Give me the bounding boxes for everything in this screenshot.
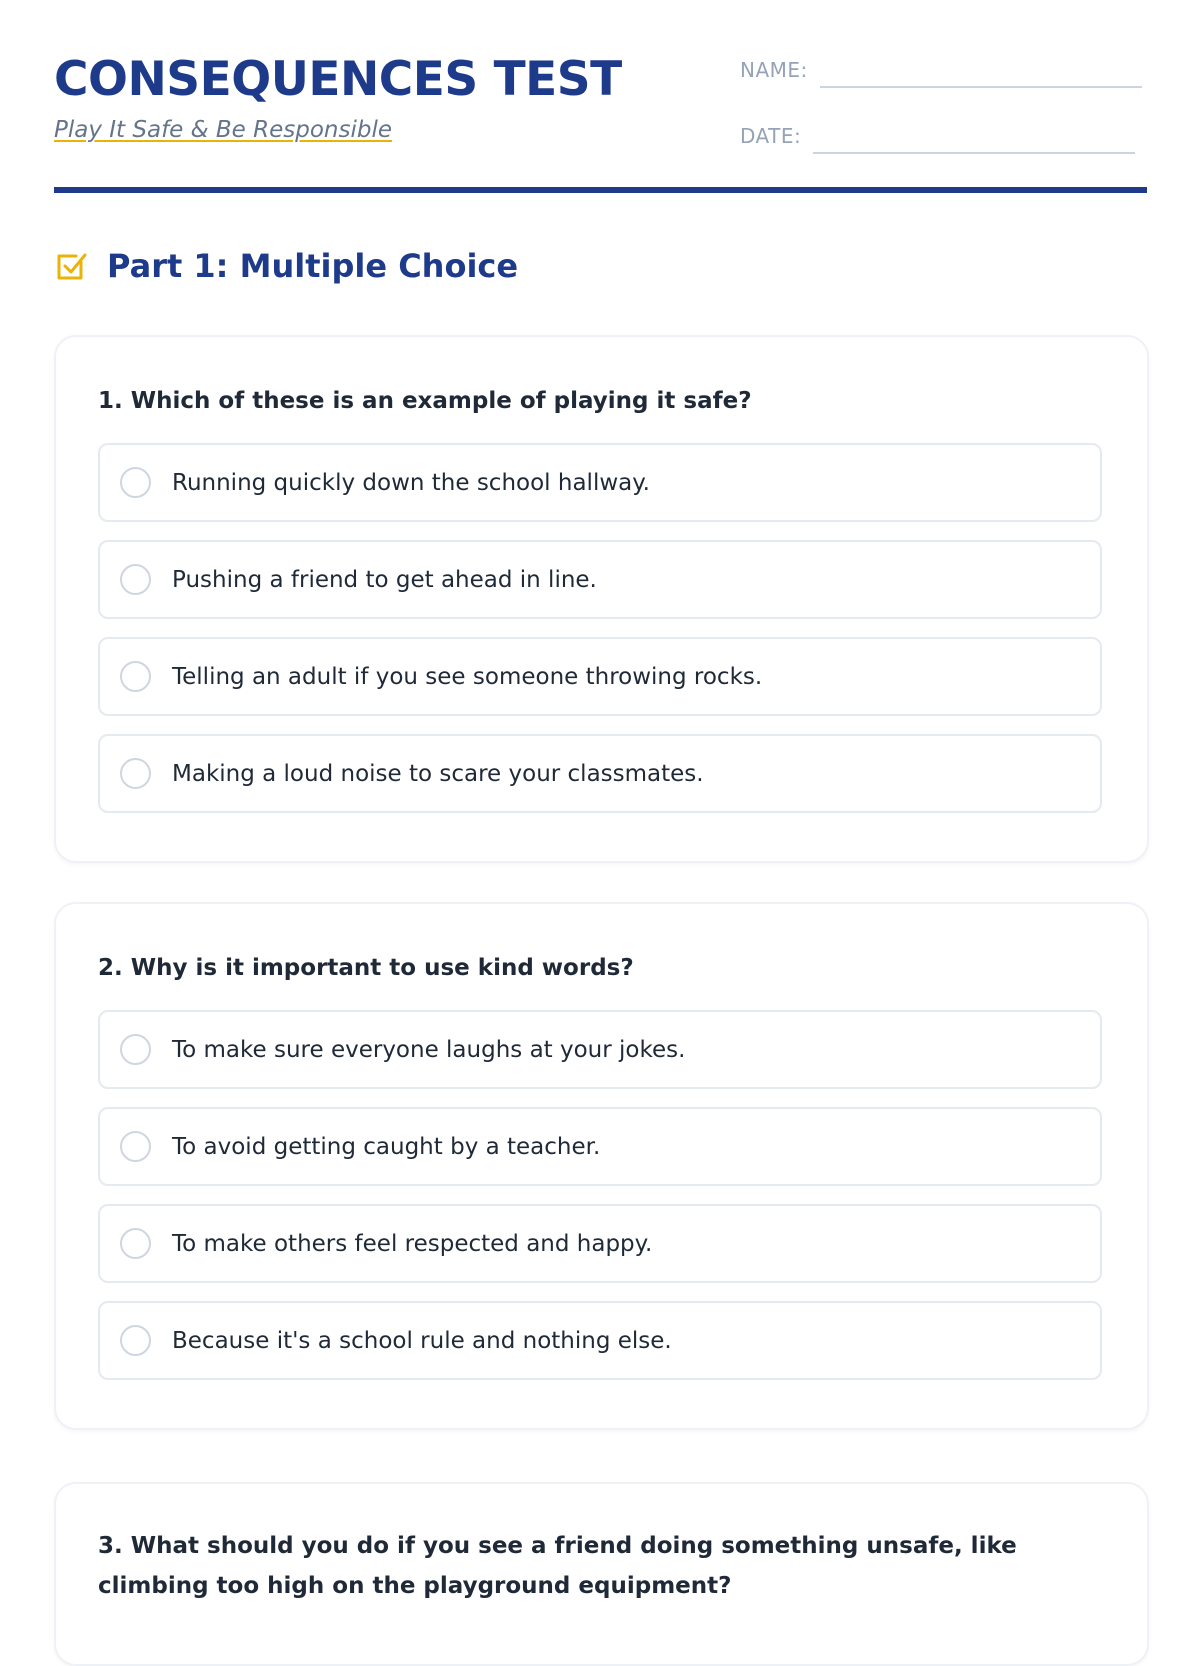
question-text: 3. What should you do if you see a friend doing something unsafe, like climbing too high on the playground equipment?	[98, 1533, 1017, 1599]
name-label: NAME:	[740, 58, 808, 82]
date-input-line[interactable]	[813, 152, 1135, 154]
answer-option-label: To make sure everyone laughs at your jokes.	[172, 1036, 686, 1063]
question-text: 2. Why is it important to use kind words?	[98, 955, 634, 981]
page-title: CONSEQUENCES TEST	[54, 52, 622, 107]
question-card	[54, 902, 1149, 1430]
answer-option-label: Because it's a school rule and nothing else.	[172, 1327, 672, 1354]
header-divider	[54, 187, 1147, 193]
answer-option[interactable]	[98, 1301, 1102, 1380]
page-subtitle: Play It Safe & Be Responsible	[54, 117, 393, 143]
radio-button[interactable]	[120, 1228, 151, 1259]
answer-option-label: Pushing a friend to get ahead in line.	[172, 566, 597, 593]
answer-option[interactable]	[98, 734, 1102, 813]
question-card	[54, 1482, 1149, 1666]
radio-button[interactable]	[120, 1325, 151, 1356]
radio-button[interactable]	[120, 1131, 151, 1162]
date-field	[740, 124, 1135, 148]
answer-option[interactable]	[98, 1107, 1102, 1186]
section-title: Part 1: Multiple Choice	[107, 247, 519, 285]
answer-option-label: Making a loud noise to scare your classmates.	[172, 760, 704, 787]
answer-option[interactable]	[98, 540, 1102, 619]
radio-button[interactable]	[120, 467, 151, 498]
radio-button[interactable]	[120, 564, 151, 595]
name-input-line[interactable]	[820, 86, 1142, 88]
answer-option-label: Running quickly down the school hallway.	[172, 469, 650, 496]
answer-option[interactable]	[98, 443, 1102, 522]
answer-option-label: To make others feel respected and happy.	[172, 1230, 653, 1257]
worksheet-page	[54, 0, 1147, 1599]
radio-button[interactable]	[120, 758, 151, 789]
answer-option[interactable]	[98, 1010, 1102, 1089]
section-heading	[54, 247, 518, 285]
answer-option-label: To avoid getting caught by a teacher.	[172, 1133, 601, 1160]
date-label: DATE:	[740, 124, 802, 148]
question-card	[54, 335, 1149, 863]
question-text: 1. Which of these is an example of playing it safe?	[98, 388, 752, 414]
answer-option[interactable]	[98, 1204, 1102, 1283]
checkbox-check-icon	[54, 248, 90, 284]
radio-button[interactable]	[120, 661, 151, 692]
radio-button[interactable]	[120, 1034, 151, 1065]
worksheet-header	[54, 0, 1147, 196]
answer-option-label: Telling an adult if you see someone throwing rocks.	[172, 663, 763, 690]
answer-option[interactable]	[98, 637, 1102, 716]
name-field	[740, 58, 1142, 82]
